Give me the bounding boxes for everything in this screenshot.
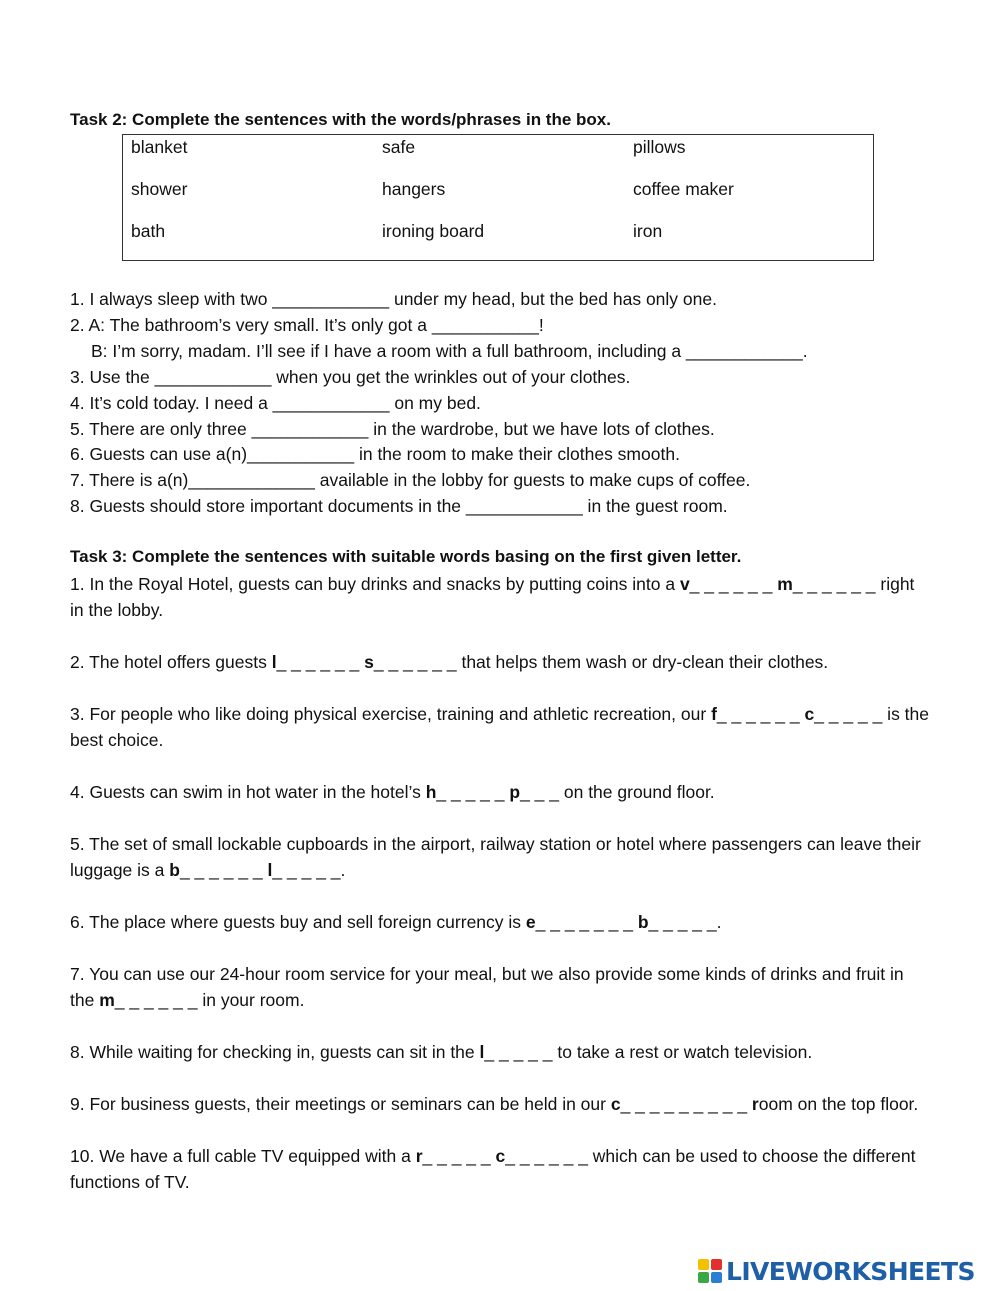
task2-sentence-list <box>70 287 950 520</box>
task3-item-6: 6. The place where guests buy and sell foreign currency is e_ _ _ _ _ _ _ b_ _ _ _ _. <box>70 912 722 932</box>
liveworksheets-logo[interactable] <box>698 1256 975 1286</box>
task3-item-10: 10. We have a full cable TV equipped with a r_ _ _ _ _ c_ _ _ _ _ _ which can be used to choose the different functions of TV. <box>70 1146 916 1192</box>
task3-item-8: 8. While waiting for checking in, guests can sit in the l_ _ _ _ _ to take a rest or watch television. <box>70 1042 813 1062</box>
task3-item-5: 5. The set of small lockable cupboards in the airport, railway station or hotel where passengers can leave their luggage is a b_ _ _ _ _ _ l_ _ _ _ _. <box>70 834 921 880</box>
liveworksheets-logo-icon <box>698 1259 722 1283</box>
task3-item-1: 1. In the Royal Hotel, guests can buy drinks and snacks by putting coins into a v_ _ _ _ _ _ m_ _ _ _ _ _ right in the lobby. <box>70 574 915 620</box>
word-safe: safe <box>382 137 416 157</box>
word-shower: shower <box>131 179 188 199</box>
task3-item-9: 9. For business guests, their meetings or seminars can be held in our c_ _ _ _ _ _ _ _ _ room on the top floor. <box>70 1094 919 1114</box>
task3-item-2: 2. The hotel offers guests l_ _ _ _ _ _ s_ _ _ _ _ _ that helps them wash or dry-clean their clothes. <box>70 652 829 672</box>
word-pillows: pillows <box>633 137 686 157</box>
task2-sentence-3: 3. Use the ____________ when you get the wrinkles out of your clothes. <box>70 366 631 387</box>
task2-heading: Task 2: Complete the sentences with the words/phrases in the box. <box>70 110 611 129</box>
task3-item-7: 7. You can use our 24-hour room service for your meal, but we also provide some kinds of drinks and fruit in the m_ _ _ _ _ _ in your room. <box>70 964 904 1010</box>
task3-item-3: 3. For people who like doing physical exercise, training and athletic recreation, our f_ _ _ _ _ _ c_ _ _ _ _ is the best choice. <box>70 704 930 750</box>
task3-item-4: 4. Guests can swim in hot water in the hotel’s h_ _ _ _ _ p_ _ _ on the ground floor. <box>70 782 715 802</box>
word-blanket: blanket <box>131 137 188 157</box>
task2-sentence-6: 6. Guests can use a(n)___________ in the room to make their clothes smooth. <box>70 444 680 465</box>
task3-sentence-list <box>70 571 930 1195</box>
word-hangers: hangers <box>382 179 446 199</box>
word-iron: iron <box>633 221 663 241</box>
task2-sentence-2b: B: I’m sorry, madam. I’ll see if I have a room with a full bathroom, including a ____________. <box>91 340 808 361</box>
task2-sentence-4: 4. It’s cold today. I need a ____________ on my bed. <box>70 392 481 413</box>
word-ironing-board: ironing board <box>382 221 485 241</box>
task2-sentence-8: 8. Guests should store important documents in the ____________ in the guest room. <box>70 496 728 517</box>
task2-sentence-2a: 2. A: The bathroom’s very small. It’s only got a ___________! <box>70 314 544 335</box>
task3-heading: Task 3: Complete the sentences with suitable words basing on the first given letter. <box>70 547 742 566</box>
word-box <box>122 134 874 261</box>
task2-sentence-7: 7. There is a(n)_____________ available in the lobby for guests to make cups of coffee. <box>70 470 751 491</box>
liveworksheets-logo-text: LIVEWORKSHEETS <box>726 1256 975 1286</box>
word-bath: bath <box>131 221 166 241</box>
task2-sentence-5: 5. There are only three ____________ in the wardrobe, but we have lots of clothes. <box>70 418 715 439</box>
task2-sentence-1: 1. I always sleep with two ____________ under my head, but the bed has only one. <box>70 289 717 309</box>
word-coffee-maker: coffee maker <box>633 179 734 199</box>
